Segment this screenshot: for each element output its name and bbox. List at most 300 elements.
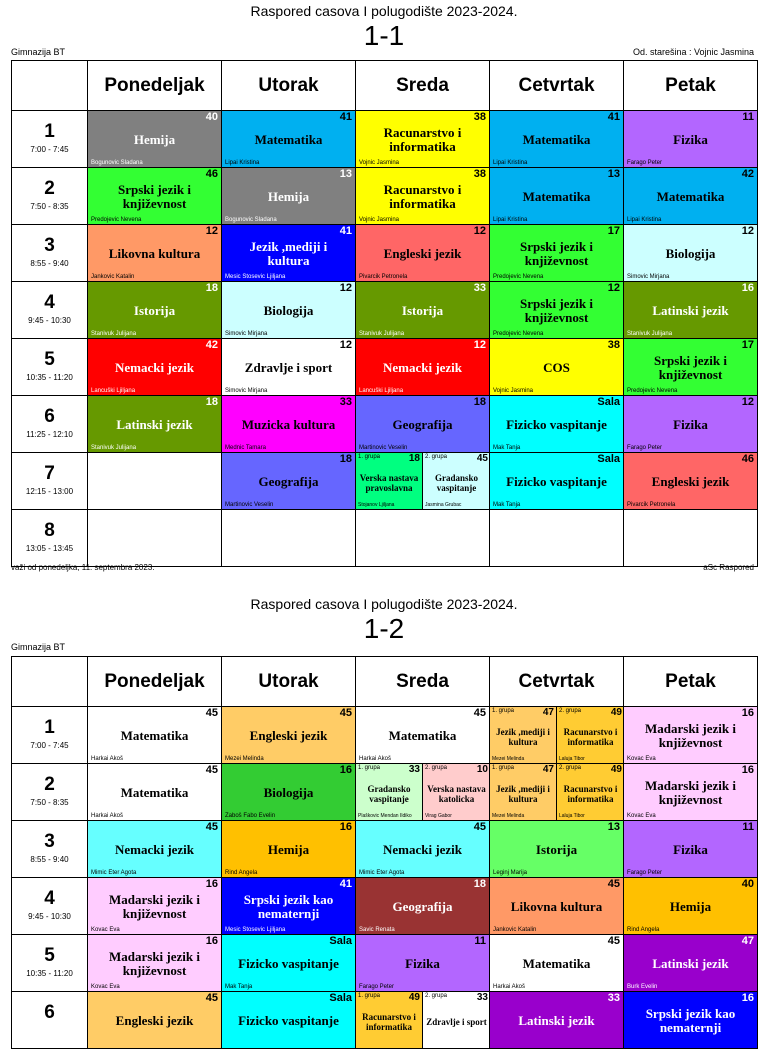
room-number: 41 — [339, 111, 352, 123]
teacher-name: Vojnic Jasmina — [493, 388, 534, 394]
lesson-cell[interactable] — [222, 282, 356, 339]
teacher-name: Mednic Tamara — [225, 445, 266, 451]
teacher-name: Martinovic Veselin — [225, 502, 274, 508]
lesson-cell[interactable] — [356, 453, 490, 510]
sheet-title: Raspored casova I polugodište 2023-2024. — [250, 596, 518, 612]
room-number: 49 — [610, 764, 622, 775]
lesson-cell[interactable] — [624, 935, 758, 992]
lesson-cell[interactable] — [222, 821, 356, 878]
room-number: 45 — [473, 821, 486, 833]
lesson-cell[interactable] — [88, 764, 222, 821]
room-number: 18 — [408, 453, 420, 464]
teacher-name: Lancuški Ljiljana — [359, 388, 404, 394]
lesson-cell[interactable] — [624, 453, 758, 510]
subject-name: Jezik ,mediji i kultura — [496, 783, 550, 804]
teacher-name: Mak Tanja — [493, 502, 521, 508]
subject-name: Srpski jezik i književnost — [520, 295, 593, 325]
lesson-cell[interactable] — [356, 168, 490, 225]
room-number: 33 — [339, 396, 352, 408]
subject-name: Matematika — [522, 131, 591, 147]
group-label: 1. grupa — [358, 993, 381, 999]
room-number: 42 — [741, 168, 754, 180]
period-number: 5 — [44, 945, 55, 966]
room-number: 16 — [741, 707, 754, 719]
room-number: 12 — [607, 282, 620, 294]
period-cell — [12, 282, 88, 339]
subject-name: Matematika — [656, 188, 725, 204]
teacher-name: Harkai Akoš — [91, 813, 124, 819]
lesson-cell[interactable] — [222, 339, 356, 396]
subject-name: Muzicka kultura — [241, 416, 336, 432]
group-lesson[interactable] — [356, 453, 423, 509]
room-number: 45 — [205, 821, 218, 833]
head-teacher: Od. starešina : Vojnic Jasmina — [632, 47, 754, 57]
teacher-name: Bogunovic Sladana — [225, 217, 277, 223]
teacher-name: Harkai Akoš — [91, 756, 124, 762]
subject-name: Matematika — [522, 188, 591, 204]
empty-cell — [88, 453, 222, 510]
room-number: 45 — [205, 992, 218, 1004]
teacher-name: Rind Angela — [225, 870, 258, 876]
room-number: 18 — [205, 396, 218, 408]
room-number: 13 — [607, 168, 620, 180]
period-cell — [12, 707, 88, 764]
teacher-name: Martinovic Veselin — [359, 445, 408, 451]
subject-name: Engleski jezik — [651, 473, 730, 489]
lesson-cell[interactable] — [624, 282, 758, 339]
teacher-name: Stanivuk Julijana — [91, 445, 137, 451]
lesson-cell[interactable] — [490, 453, 624, 510]
period-time: 9:45 - 10:30 — [28, 912, 71, 921]
teacher-name: Mak Tanja — [493, 445, 521, 451]
room-number: 16 — [205, 935, 218, 947]
subject-name: Nemacki jezik — [114, 359, 195, 375]
room-number: 47 — [542, 764, 554, 775]
teacher-name: Lipai Kristina — [627, 217, 662, 223]
lesson-cell[interactable] — [356, 339, 490, 396]
teacher-name: Farago Peter — [627, 445, 663, 451]
lesson-cell[interactable] — [490, 764, 624, 821]
period-time: 13:05 - 13:45 — [25, 544, 74, 553]
lesson-cell[interactable] — [356, 225, 490, 282]
lesson-cell[interactable] — [88, 168, 222, 225]
corner-cell — [12, 657, 88, 707]
teacher-name: Farago Peter — [359, 984, 395, 990]
class-name: 1-2 — [363, 613, 405, 644]
teacher-name: Laluja Tibor — [559, 756, 585, 762]
room-number: 18 — [473, 878, 486, 890]
teacher-name: Farago Peter — [627, 160, 663, 166]
teacher-name: Vojnic Jasmina — [359, 217, 400, 223]
period-number: 1 — [44, 717, 55, 738]
teacher-name: Mimic Eter Agota — [91, 870, 137, 876]
group-lesson[interactable] — [423, 992, 490, 1048]
lesson-cell[interactable] — [624, 764, 758, 821]
period-time: 7:00 - 7:45 — [30, 145, 69, 154]
lesson-cell[interactable] — [88, 339, 222, 396]
teacher-name: Mezei Melinda — [225, 756, 264, 762]
lesson-cell[interactable] — [356, 707, 490, 764]
teacher-name: Harkai Akoš — [359, 756, 392, 762]
period-time: 11:25 - 12:10 — [26, 430, 73, 439]
group-lesson[interactable] — [356, 992, 423, 1048]
lesson-cell[interactable] — [88, 111, 222, 168]
period-time: 9:45 - 10:30 — [28, 316, 71, 325]
period-cell — [12, 168, 88, 225]
period-number: 2 — [44, 178, 55, 199]
teacher-name: Burk Evelin — [627, 984, 658, 990]
subject-name: Fizika — [673, 416, 708, 432]
teacher-name: Kovac Eva — [91, 927, 120, 933]
subject-name: Hemija — [267, 841, 310, 857]
teacher-name: Farago Peter — [627, 870, 663, 876]
lesson-cell[interactable] — [624, 339, 758, 396]
subject-name: Hemija — [267, 188, 310, 204]
subject-name: Biologija — [263, 302, 314, 318]
day-header: Petak — [624, 657, 758, 707]
group-lesson[interactable] — [356, 764, 423, 820]
lesson-cell[interactable] — [624, 878, 758, 935]
lesson-cell[interactable] — [356, 282, 490, 339]
room-number: 11 — [474, 935, 486, 947]
subject-name: Srpski jezik i književnost — [118, 181, 191, 211]
lesson-cell[interactable] — [356, 821, 490, 878]
period-time: 12:15 - 13:00 — [25, 487, 74, 496]
teacher-name: Predojevic Nevena — [493, 331, 544, 337]
teacher-name: Zaboš Fabo Evelin — [225, 813, 276, 819]
lesson-cell[interactable] — [490, 111, 624, 168]
group-label: 2. grupa — [559, 708, 582, 714]
subject-name: Likovna kultura — [510, 898, 603, 914]
room-number: 16 — [741, 282, 754, 294]
subject-name: Gradansko vaspitanje — [434, 472, 478, 493]
group-lesson[interactable] — [557, 707, 624, 763]
lesson-cell[interactable] — [88, 992, 222, 1049]
room-number: 11 — [742, 111, 754, 123]
subject-name: Fizika — [673, 841, 708, 857]
room-number: 42 — [205, 339, 218, 351]
subject-name: Verska nastava pravoslavna — [359, 472, 419, 493]
room-number: 16 — [339, 764, 352, 776]
teacher-name: Mimic Eter Agota — [359, 870, 405, 876]
period-cell — [12, 821, 88, 878]
subject-name: Racunarstvo i informatika — [383, 124, 462, 154]
period-number: 3 — [44, 831, 55, 852]
lesson-cell[interactable] — [88, 878, 222, 935]
lesson-cell[interactable] — [222, 935, 356, 992]
room-number: 17 — [741, 339, 754, 351]
subject-name: Madarski jezik i književnost — [645, 777, 736, 807]
room-number: 12 — [473, 339, 486, 351]
room-number: Sala — [597, 453, 620, 465]
subject-name: Fizika — [405, 955, 440, 971]
room-number: 45 — [205, 707, 218, 719]
teacher-name: Predojevic Nevena — [627, 388, 678, 394]
room-number: 33 — [476, 992, 488, 1003]
period-number: 2 — [44, 774, 55, 795]
empty-cell — [490, 510, 624, 567]
room-number: 18 — [473, 396, 486, 408]
lesson-cell[interactable] — [490, 396, 624, 453]
teacher-name: Mesic Stosevic Ljiljana — [225, 274, 286, 280]
subject-name: Hemija — [669, 898, 712, 914]
lesson-cell[interactable] — [490, 878, 624, 935]
period-number: 4 — [44, 292, 55, 313]
teacher-name: Lipai Kristina — [493, 160, 528, 166]
subject-name: Jezik ,mediji i kultura — [249, 238, 328, 268]
subject-name: Geografija — [392, 898, 453, 914]
period-time: 10:35 - 11:20 — [26, 969, 73, 978]
teacher-name: Mezei Melinda — [492, 813, 525, 819]
lesson-cell[interactable] — [222, 396, 356, 453]
group-label: 1. grupa — [358, 765, 381, 771]
room-number: 47 — [741, 935, 754, 947]
room-number: 38 — [473, 111, 486, 123]
day-header: Utorak — [222, 657, 356, 707]
teacher-name: Stanivuk Julijana — [91, 331, 137, 337]
lesson-cell[interactable] — [624, 992, 758, 1049]
teacher-name: Pivarcik Petronela — [627, 502, 676, 508]
room-number: 45 — [205, 764, 218, 776]
corner-cell — [12, 61, 88, 111]
group-label: 2. grupa — [425, 993, 448, 999]
room-number: 16 — [339, 821, 352, 833]
school-name: Gimnazija BT — [11, 47, 66, 57]
subject-name: Latinski jezik — [518, 1012, 595, 1028]
room-number: Sala — [329, 935, 352, 947]
subject-name: Matematika — [120, 727, 189, 743]
room-number: 33 — [607, 992, 620, 1004]
period-cell — [12, 111, 88, 168]
sheet-title: Raspored casova I polugodište 2023-2024. — [250, 3, 518, 19]
group-lesson[interactable] — [557, 764, 624, 820]
lesson-cell[interactable] — [624, 821, 758, 878]
day-header: Sreda — [356, 61, 490, 111]
subject-name: Racunarstvo i informatika — [383, 181, 462, 211]
footer-valid-from: važi od ponedeljka, 11. septembra 2023. — [11, 563, 155, 572]
period-time: 7:00 - 7:45 — [30, 741, 69, 750]
lesson-cell[interactable] — [88, 396, 222, 453]
subject-name: Srpski jezik kao nematernji — [243, 891, 334, 921]
lesson-cell[interactable] — [356, 764, 490, 821]
lesson-cell[interactable] — [88, 282, 222, 339]
class-name: 1-1 — [363, 20, 405, 51]
lesson-cell[interactable] — [222, 992, 356, 1049]
lesson-cell[interactable] — [624, 707, 758, 764]
subject-name: Latinski jezik — [116, 416, 193, 432]
period-time: 10:35 - 11:20 — [26, 373, 73, 382]
subject-name: COS — [543, 359, 570, 375]
room-number: 45 — [476, 453, 488, 464]
subject-name: Gradansko vaspitanje — [367, 783, 411, 804]
room-number: 13 — [339, 168, 352, 180]
lesson-cell[interactable] — [490, 992, 624, 1049]
teacher-name: Mesic Stosevic Ljiljana — [225, 927, 286, 933]
room-number: 33 — [473, 282, 486, 294]
teacher-name: Rind Angela — [627, 927, 660, 933]
lesson-cell[interactable] — [624, 225, 758, 282]
room-number: 41 — [607, 111, 620, 123]
lesson-cell[interactable] — [624, 168, 758, 225]
teacher-name: Lancuški Ljiljana — [91, 388, 136, 394]
subject-name: Engleski jezik — [249, 727, 328, 743]
teacher-name: Predojevic Nevena — [493, 274, 544, 280]
day-header: Ponedeljak — [88, 61, 222, 111]
room-number: 11 — [742, 821, 754, 833]
lesson-cell[interactable] — [222, 707, 356, 764]
room-number: 12 — [473, 225, 486, 237]
lesson-cell[interactable] — [356, 396, 490, 453]
room-number: 12 — [741, 225, 754, 237]
group-label: 1. grupa — [358, 454, 381, 460]
period-cell — [12, 878, 88, 935]
subject-name: Istorija — [401, 302, 444, 318]
room-number: 45 — [607, 935, 620, 947]
subject-name: Matematika — [388, 727, 457, 743]
room-number: 16 — [741, 992, 754, 1004]
subject-name: Racunarstvo i informatika — [563, 783, 618, 804]
period-cell — [12, 764, 88, 821]
room-number: 38 — [607, 339, 620, 351]
group-label: 2. grupa — [425, 765, 448, 771]
subject-name: Hemija — [133, 131, 176, 147]
subject-name: Jezik ,mediji i kultura — [496, 726, 550, 747]
subject-name: Matematika — [254, 131, 323, 147]
teacher-name: Kovac Eva — [627, 756, 656, 762]
teacher-name: Leginj Marija — [493, 870, 528, 876]
subject-name: Biologija — [263, 784, 314, 800]
subject-name: Srpski jezik kao nematernji — [645, 1005, 736, 1035]
subject-name: Nemacki jezik — [382, 359, 463, 375]
lesson-cell[interactable] — [222, 878, 356, 935]
subject-name: Racunarstvo i informatika — [563, 726, 618, 747]
room-number: 18 — [339, 453, 352, 465]
subject-name: Istorija — [535, 841, 578, 857]
teacher-name: Kovac Eva — [627, 813, 656, 819]
teacher-name: Kovac Eva — [91, 984, 120, 990]
room-number: 45 — [473, 707, 486, 719]
subject-name: Verska nastava katolicka — [427, 783, 486, 804]
subject-name: Biologija — [665, 245, 716, 261]
group-lesson[interactable] — [423, 764, 490, 820]
subject-name: Matematika — [120, 784, 189, 800]
subject-name: Racunarstvo i informatika — [362, 1011, 416, 1032]
period-time: 7:50 - 8:35 — [30, 798, 69, 807]
day-header: Utorak — [222, 61, 356, 111]
day-header: Sreda — [356, 657, 490, 707]
lesson-cell[interactable] — [490, 821, 624, 878]
lesson-cell[interactable] — [356, 992, 490, 1049]
lesson-cell[interactable] — [490, 935, 624, 992]
lesson-cell[interactable] — [356, 878, 490, 935]
group-label: 1. grupa — [492, 708, 515, 714]
empty-cell — [356, 510, 490, 567]
period-number: 1 — [44, 121, 55, 142]
period-cell — [12, 935, 88, 992]
school-name: Gimnazija BT — [11, 642, 66, 652]
lesson-cell[interactable] — [490, 707, 624, 764]
group-lesson[interactable] — [490, 707, 557, 763]
lesson-cell[interactable] — [490, 225, 624, 282]
lesson-cell[interactable] — [222, 764, 356, 821]
subject-name: Latinski jezik — [652, 302, 729, 318]
teacher-name: Simovic Mirjana — [225, 388, 268, 394]
period-cell — [12, 339, 88, 396]
subject-name: Fizika — [673, 131, 708, 147]
room-number: 45 — [339, 707, 352, 719]
teacher-name: Jankovic Katalin — [91, 274, 135, 280]
group-lesson[interactable] — [423, 453, 490, 509]
room-number: 13 — [607, 821, 620, 833]
lesson-cell[interactable] — [624, 111, 758, 168]
subject-name: Zdravlje i sport — [426, 1016, 487, 1027]
room-number: 40 — [741, 878, 754, 890]
subject-name: Fizicko vaspitanje — [506, 416, 607, 432]
subject-name: Nemacki jezik — [382, 841, 463, 857]
lesson-cell[interactable] — [88, 821, 222, 878]
subject-name: Nemacki jezik — [114, 841, 195, 857]
day-header: Cetvrtak — [490, 61, 624, 111]
subject-name: Fizicko vaspitanje — [238, 955, 339, 971]
room-number: 16 — [205, 878, 218, 890]
lesson-cell[interactable] — [88, 935, 222, 992]
subject-name: Fizicko vaspitanje — [506, 473, 607, 489]
lesson-cell[interactable] — [88, 225, 222, 282]
lesson-cell[interactable] — [222, 111, 356, 168]
empty-cell — [222, 510, 356, 567]
lesson-cell[interactable] — [490, 168, 624, 225]
timetable-grid — [11, 60, 758, 567]
room-number: Sala — [329, 992, 352, 1004]
lesson-cell[interactable] — [88, 707, 222, 764]
lesson-cell[interactable] — [222, 168, 356, 225]
group-lesson[interactable] — [490, 764, 557, 820]
room-number: 12 — [205, 225, 218, 237]
room-number: 40 — [205, 111, 218, 123]
lesson-cell[interactable] — [356, 935, 490, 992]
period-number: 8 — [44, 520, 55, 541]
group-label: 2. grupa — [559, 765, 582, 771]
lesson-cell[interactable] — [222, 225, 356, 282]
lesson-cell[interactable] — [624, 396, 758, 453]
period-time: 8:55 - 9:40 — [30, 259, 69, 268]
subject-name: Fizicko vaspitanje — [238, 1012, 339, 1028]
period-cell — [12, 510, 88, 567]
period-number: 7 — [44, 463, 55, 484]
period-time: 7:50 - 8:35 — [30, 202, 69, 211]
period-number: 4 — [44, 888, 55, 909]
subject-name: Zdravlje i sport — [244, 359, 333, 375]
lesson-cell[interactable] — [490, 339, 624, 396]
subject-name: Srpski jezik i književnost — [654, 352, 727, 382]
room-number: 47 — [542, 707, 554, 718]
room-number: 16 — [741, 764, 754, 776]
room-number: 12 — [339, 339, 352, 351]
teacher-name: Virag Gabor — [425, 813, 452, 819]
teacher-name: Jasmina Grubac — [425, 502, 462, 508]
group-label: 2. grupa — [425, 454, 448, 460]
period-number: 6 — [44, 1002, 55, 1023]
subject-name: Madarski jezik i književnost — [109, 891, 200, 921]
subject-name: Likovna kultura — [108, 245, 201, 261]
teacher-name: Pivarcik Petronela — [359, 274, 408, 280]
lesson-cell[interactable] — [490, 282, 624, 339]
lesson-cell[interactable] — [222, 453, 356, 510]
lesson-cell[interactable] — [356, 111, 490, 168]
period-cell — [12, 992, 88, 1049]
room-number: 17 — [607, 225, 620, 237]
room-number: 41 — [339, 878, 352, 890]
